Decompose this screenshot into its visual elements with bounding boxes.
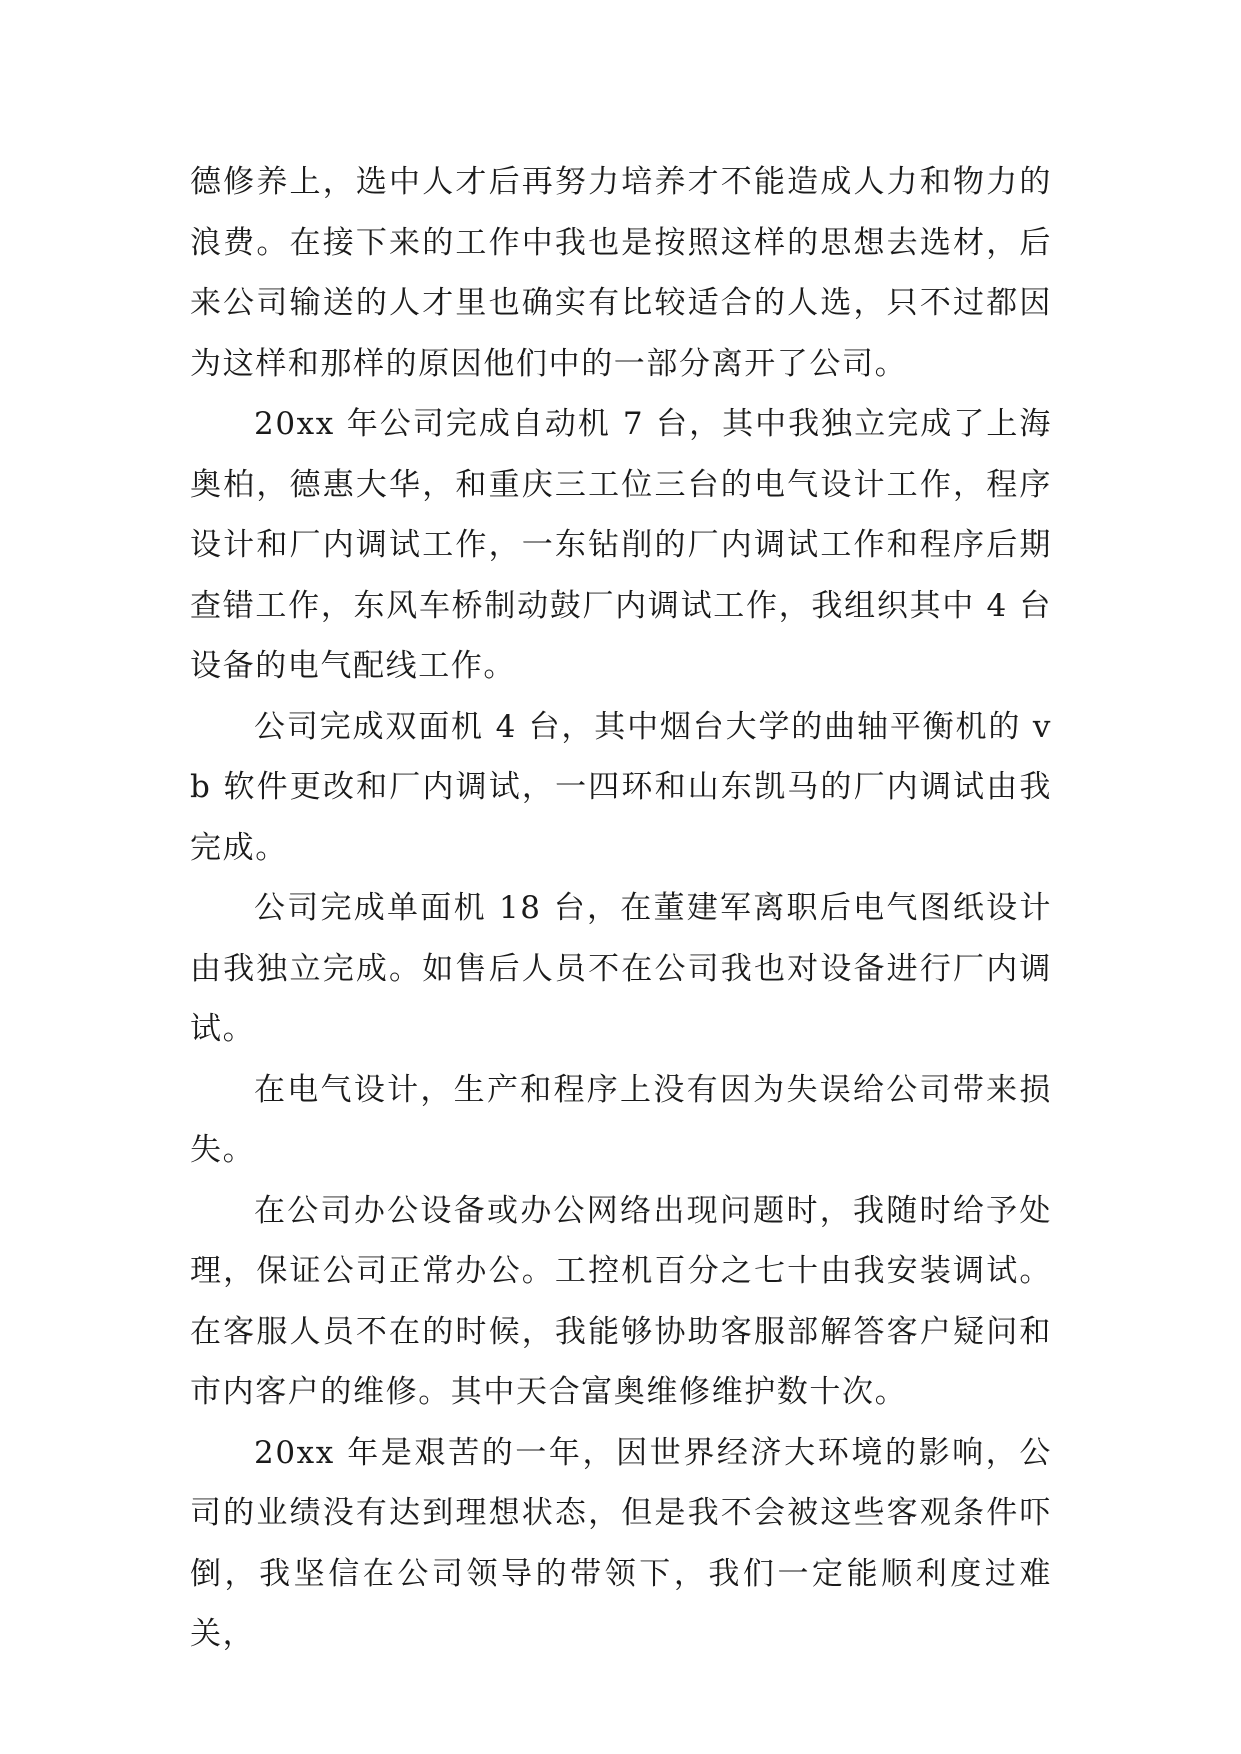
- paragraph-automatic-machines: 20xx 年公司完成自动机 7 台，其中我独立完成了上海奥柏，德惠大华，和重庆三工位三台的电气设计工作，程序设计和厂内调试工作，一东钻削的厂内调试工作和程序后期查错工作，东风车桥制动鼓厂内调试工作，我组织其中 4 台设备的电气配线工作。: [190, 406, 1052, 684]
- paragraph-double-sided-machines: 公司完成双面机 4 台，其中烟台大学的曲轴平衡机的 vb 软件更改和厂内调试，一四环和山东凯马的厂内调试由我完成。: [190, 708, 1052, 866]
- paragraph-outlook: 20xx 年是艰苦的一年，因世界经济大环境的影响，公司的业绩没有达到理想状态，但是我不会被这些客观条件吓倒，我坚信在公司领导的带领下，我们一定能顺利度过难关，: [190, 1434, 1052, 1652]
- paragraph-no-losses: 在电气设计，生产和程序上没有因为失误给公司带来损失。: [190, 1071, 1052, 1168]
- paragraph-office-support: 在公司办公设备或办公网络出现问题时，我随时给予处理，保证公司正常办公。工控机百分之七十由我安装调试。在客服人员不在的时候，我能够协助客服部解答客户疑问和市内客户的维修。其中天合富奥维修维护数十次。: [190, 1192, 1052, 1410]
- document-body: [190, 152, 1052, 1665]
- paragraph-single-sided-machines: 公司完成单面机 18 台，在董建军离职后电气图纸设计由我独立完成。如售后人员不在公司我也对设备进行厂内调试。: [190, 890, 1052, 1047]
- paragraph-continuation: 德修养上，选中人才后再努力培养才不能造成人力和物力的浪费。在接下来的工作中我也是按照这样的思想去选材，后来公司输送的人才里也确实有比较适合的人选，只不过都因为这样和那样的原因他们中的一部分离开了公司。: [190, 164, 1052, 382]
